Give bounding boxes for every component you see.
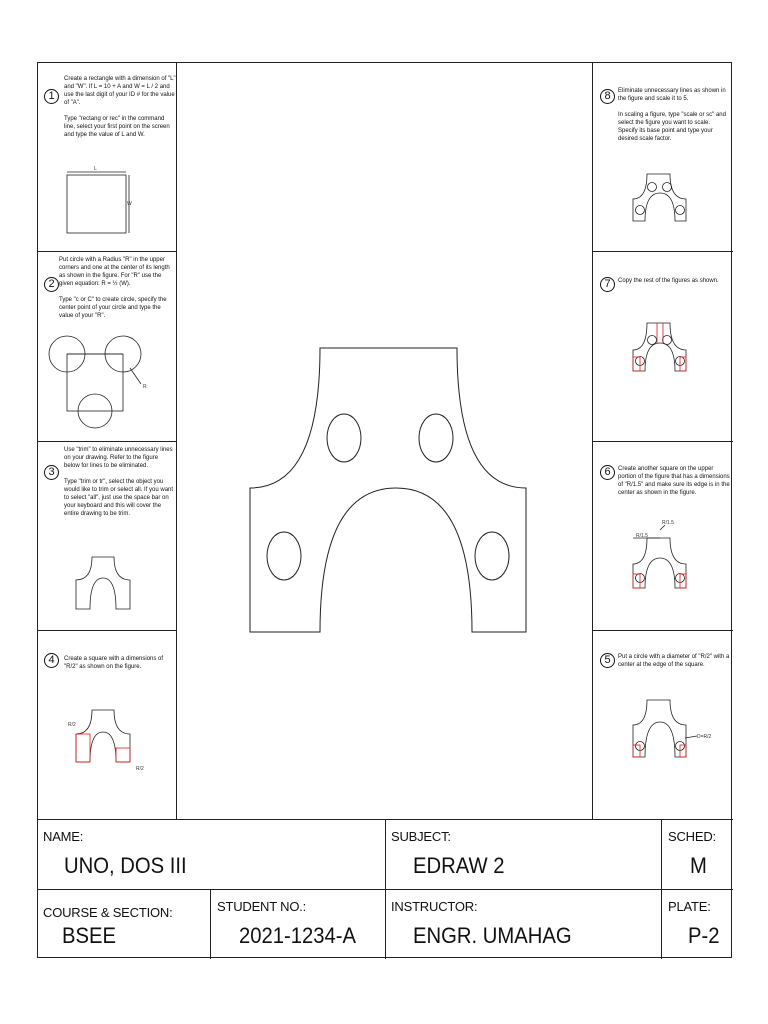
name-label: NAME:	[43, 829, 84, 844]
right-row-divider	[592, 441, 733, 442]
step-2-text: Put circle with a Radius "R" in the upper corners and one at the center of its length as shown in the figure. For "R" use the given equation: R = ½ (W).	[59, 257, 170, 287]
student-no-value: 2021-1234-A	[239, 923, 357, 948]
step-number-6: 6	[600, 465, 615, 480]
step-1-command: Type "rectang or rec" in the command line, select your first point on the screen and type the value of L and W.	[64, 116, 170, 138]
dim-label-r2-bottom: R/2	[136, 766, 144, 772]
step-7-instructions	[618, 277, 730, 293]
plate-label: PLATE:	[668, 899, 711, 914]
title-block-divider	[385, 819, 386, 959]
step-3-instructions	[64, 446, 174, 526]
dim-label-r15-top: R/1.5	[662, 520, 674, 526]
step-4-instructions	[64, 655, 174, 679]
step-number-8: 8	[600, 89, 615, 104]
step-6-text: Create another square on the upper portion of the figure that has a dimensions of "R/1.5" and make sure its edge is in the center as shown in the figure.	[618, 466, 730, 496]
step-8-instructions	[618, 87, 730, 151]
instructor-value: ENGR. UMAHAG	[413, 923, 572, 948]
subject-value: EDRAW 2	[413, 853, 505, 878]
step-5-text: Put a circle with a diameter of "R/2" with a center at the edge of the square.	[618, 654, 730, 668]
step-number-3: 3	[44, 465, 59, 480]
step-2-instructions	[59, 256, 175, 328]
step-1-instructions	[64, 75, 176, 147]
instructor-label: INSTRUCTOR:	[391, 899, 478, 914]
sched-label: SCHED:	[668, 829, 716, 844]
step-number-4: 4	[44, 653, 59, 668]
step-2-command: Type "c or C" to create circle, specify the center point of your circle and type the value of your "R".	[59, 297, 167, 319]
course-label: COURSE & SECTION:	[43, 905, 173, 920]
step-number-5: 5	[600, 653, 615, 668]
subject-label: SUBJECT:	[391, 829, 451, 844]
step-1-text: Create a rectangle with a dimension of "L" and "W". If L = 10 + A and W = L / 2 and use the last digit of your ID # for the value of "A".	[64, 76, 176, 106]
step-3-text: Use "trim" to eliminate unnecessary lines on your drawing. Refer to the figure below for lines to be eliminated.	[64, 447, 173, 469]
step-5-instructions	[618, 653, 730, 677]
right-row-divider	[592, 630, 733, 631]
step-6-instructions	[618, 465, 730, 505]
left-row-divider	[38, 441, 177, 442]
title-block-divider	[210, 889, 211, 959]
step-4-text: Create a square with a dimensions of "R/2" as shown on the figure.	[64, 656, 164, 670]
step-7-text: Copy the rest of the figures as shown.	[618, 278, 719, 284]
course-value: BSEE	[62, 923, 117, 948]
step-number-2: 2	[44, 277, 59, 292]
step-8-text: Eliminate unnecessary lines as shown in the figure and scale it to 5.	[618, 88, 726, 102]
right-row-divider	[592, 251, 733, 252]
left-row-divider	[38, 251, 177, 252]
dim-label-r15-left: R/1.5	[636, 533, 648, 539]
dim-label-d: D=R/2	[697, 734, 712, 740]
name-value: UNO, DOS III	[64, 853, 187, 878]
sched-value: M	[690, 853, 707, 878]
dim-label-r: R	[143, 384, 147, 390]
dim-label-w: W	[127, 201, 132, 207]
step-8-command: In scaling a figure, type "scale or sc" and select the figure you want to scale. Specify its base point and type your desired scale factor.	[618, 112, 726, 142]
title-block-divider	[661, 819, 662, 959]
step-number-7: 7	[600, 277, 615, 292]
dim-label-r2-top: R/2	[68, 722, 76, 728]
dim-label-l: L	[94, 166, 97, 172]
step-number-1: 1	[44, 89, 59, 104]
plate-value: P-2	[688, 923, 720, 948]
left-row-divider	[38, 630, 177, 631]
student-no-label: STUDENT NO.:	[217, 899, 307, 914]
step-3-command: Type "trim or tr", select the object you would like to trim or select all. If you want to select "all", just use the space bar on your keyboard and this will cover the entire drawing to be trim.	[64, 479, 174, 517]
drawing-sheet	[37, 62, 732, 958]
